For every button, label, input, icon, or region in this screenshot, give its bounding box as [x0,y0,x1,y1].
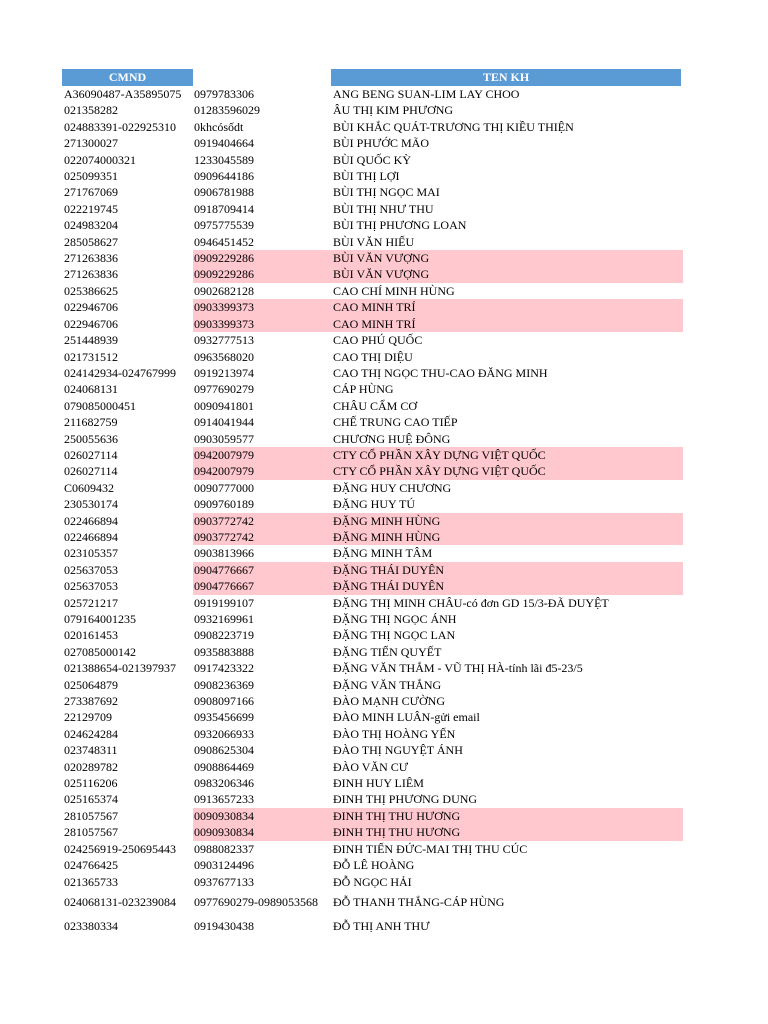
table-row [62,513,682,529]
name-cell[interactable]: ĐỖ NGỌC HẢI [333,874,412,889]
table-row [62,857,682,873]
cmnd-cell[interactable]: 021365733 [64,874,118,889]
name-cell[interactable]: ĐINH HUY LIÊM [333,776,424,791]
phone-cell[interactable]: 0946451452 [194,234,254,249]
phone-cell[interactable]: 0903124496 [194,858,254,873]
name-cell[interactable]: CTY CỔ PHẦN XÂY DỰNG VIỆT QUỐC [331,463,683,479]
cmnd-cell[interactable]: 025099351 [64,169,118,184]
name-cell[interactable]: CHẾ TRUNG CAO TIẾP [333,415,458,430]
cmnd-cell[interactable]: 273387692 [64,694,118,709]
table-row [62,119,682,135]
table-row [62,299,682,315]
phone-cell[interactable]: 0935883888 [194,644,254,659]
table-row [62,381,682,397]
name-cell[interactable]: ĐINH TIẾN ĐỨC-MAI THỊ THU CÚC [333,841,528,856]
phone-cell[interactable]: 0903059577 [194,431,254,446]
table-row [62,431,682,447]
phone-cell[interactable]: 0908625304 [194,743,254,758]
phone-cell[interactable]: 1233045589 [194,152,254,167]
phone-cell[interactable]: 0932066933 [194,726,254,741]
cmnd-cell[interactable]: 024983204 [64,218,118,233]
table-row [62,709,682,725]
cmnd-cell[interactable]: 023105357 [64,546,118,561]
cmnd-cell[interactable]: 025386625 [64,283,118,298]
phone-cell[interactable]: 0904776667 [193,562,332,578]
phone-cell[interactable]: 0906781988 [194,185,254,200]
cmnd-cell[interactable]: 211682759 [64,415,118,430]
table-row [62,791,682,807]
table-row [62,332,682,348]
table-row [62,463,682,479]
table-row [62,168,682,184]
cmnd-cell[interactable]: 230530174 [64,497,118,512]
table-row [62,824,682,840]
cmnd-cell[interactable]: 021731512 [64,349,118,364]
name-cell[interactable]: ĐẶNG MINH HÙNG [331,513,683,529]
cmnd-cell[interactable]: 271263836 [64,267,118,282]
cmnd-cell[interactable]: 027085000142 [64,644,136,659]
phone-cell[interactable]: 0903813966 [194,546,254,561]
cmnd-cell[interactable]: 024766425 [64,858,118,873]
name-cell[interactable]: CTY CỔ PHẦN XÂY DỰNG VIỆT QUỐC [331,447,683,463]
table-row [62,86,682,102]
cmnd-cell[interactable]: 022074000321 [64,152,136,167]
cmnd-cell[interactable]: 079085000451 [64,398,136,413]
name-cell[interactable]: ĐỖ LÊ HOÀNG [333,858,415,873]
table-row [62,874,682,890]
table-row [62,250,682,266]
phone-cell[interactable]: 0917423322 [194,661,254,676]
table-row [62,365,682,381]
name-cell[interactable]: ĐẶNG THÁI DUYÊN [331,562,683,578]
cmnd-cell[interactable]: 021358282 [64,103,118,118]
table-row [62,496,682,512]
cmnd-cell[interactable]: A36090487-A35895075 [64,87,182,101]
cmnd-cell[interactable]: 024068131-023239084 [64,894,176,909]
table-row [62,726,682,742]
name-cell[interactable]: BÙI THỊ NGỌC MAI [333,185,440,200]
name-cell[interactable]: CAO PHÚ QUỐC [333,333,423,348]
table-row [62,660,682,676]
table-row [62,611,682,627]
name-cell[interactable]: BÙI KHẮC QUÁT-TRƯƠNG THỊ KIỀU THIỆN [333,119,574,134]
phone-cell[interactable]: 0908097166 [194,694,254,709]
cmnd-cell[interactable]: 020161453 [64,628,118,643]
cmnd-cell[interactable]: 025637053 [64,579,118,594]
phone-cell[interactable]: 01283596029 [194,103,260,118]
table-row [62,677,682,693]
phone-cell[interactable]: 0937677133 [194,874,254,889]
name-cell[interactable]: ĐÀO VĂN CƯ [333,759,409,774]
table-row [62,808,682,824]
table-row [62,135,682,151]
phone-cell[interactable]: 0942007979 [193,447,332,463]
phone-cell[interactable]: 0909644186 [194,169,254,184]
phone-cell[interactable]: 0977690279 [194,382,254,397]
phone-cell[interactable]: 0932169961 [194,612,254,626]
table-row [62,414,682,430]
name-cell[interactable]: ĐẶNG VĂN THẮM - VŨ THỊ HÀ-tính lãi đ5-23/5 [333,661,583,676]
cmnd-cell[interactable]: 285058627 [64,234,118,249]
table-row [62,152,682,168]
phone-cell[interactable]: 0909760189 [194,497,254,512]
table-row [62,480,682,496]
cmnd-cell[interactable]: 025637053 [64,562,118,577]
name-cell[interactable]: ĐÀO THỊ HOÀNG YẾN [333,726,456,741]
phone-cell[interactable]: 0942007979 [193,463,332,479]
table-row [62,398,682,414]
phone-cell[interactable]: 0963568020 [194,349,254,364]
name-cell[interactable]: BÙI THỊ NHƯ THU [333,201,434,216]
name-cell[interactable]: BÙI QUỐC KỲ [333,152,411,167]
name-cell[interactable]: ĐINH THỊ THU HƯƠNG [331,824,683,840]
cmnd-cell[interactable]: 023748311 [64,743,118,758]
name-cell[interactable]: ĐẶNG THÁI DUYÊN [331,578,683,594]
cmnd-cell[interactable]: 079164001235 [64,612,136,626]
phone-cell[interactable]: 0909229286 [193,266,332,282]
cmnd-cell[interactable]: 022466894 [64,513,118,528]
phone-cell[interactable]: 0919430438 [194,919,254,934]
table-row [62,775,682,791]
cmnd-cell[interactable]: 024624284 [64,726,118,741]
name-cell[interactable]: CHƯƠNG HUỆ ĐÔNG [333,431,451,446]
name-cell[interactable]: CHÂU CẨM CƠ [333,398,418,413]
table-row [62,102,682,118]
name-cell[interactable]: ĐẶNG HUY CHƯƠNG [333,480,452,495]
cmnd-cell[interactable]: 024068131 [64,382,118,397]
name-cell[interactable]: ĐẶNG MINH TÂM [333,546,433,561]
phone-cell[interactable]: 0khcósốdt [194,119,244,134]
phone-cell[interactable]: 0913657233 [194,792,254,807]
table-row [62,447,682,463]
phone-cell[interactable]: 0919404664 [194,136,254,151]
phone-cell[interactable]: 0988082337 [194,841,254,856]
table-row [62,644,682,660]
cmnd-cell[interactable]: 271263836 [64,251,118,266]
table-row [62,578,682,594]
name-cell[interactable]: CAO CHÍ MINH HÙNG [333,283,455,298]
cmnd-cell[interactable]: 281057567 [64,808,118,823]
cmnd-cell[interactable]: 250055636 [64,431,118,446]
name-cell[interactable]: BÙI PHƯỚC MÃO [333,136,429,151]
cmnd-cell[interactable]: 022466894 [64,529,118,544]
name-cell[interactable]: BÙI VĂN VƯỢNG [331,250,683,266]
column-header-ten-kh[interactable]: TEN KH [331,69,681,86]
table-row [62,742,682,758]
cmnd-cell[interactable]: 025165374 [64,792,118,807]
phone-cell[interactable]: 0902682128 [194,283,254,298]
cmnd-cell[interactable]: 022219745 [64,201,118,216]
table-row [62,595,682,611]
column-header-cmnd[interactable]: CMND [62,69,193,86]
phone-cell[interactable]: 0975775539 [194,218,254,233]
phone-cell[interactable]: 0903399373 [193,299,332,315]
table-row [62,914,682,939]
name-cell[interactable]: ĐINH THỊ THU HƯƠNG [331,808,683,824]
cmnd-cell[interactable]: 22129709 [64,710,112,725]
phone-cell[interactable]: 0918709414 [194,201,254,216]
cmnd-cell[interactable]: 251448939 [64,333,118,348]
table-row [62,234,682,250]
name-cell[interactable]: BÙI VĂN VƯỢNG [331,266,683,282]
phone-cell[interactable]: 0919199107 [194,595,254,610]
name-cell[interactable]: CAO MINH TRÍ [331,316,683,332]
cmnd-cell[interactable]: 024142934-024767999 [64,365,176,380]
table-row [62,217,682,233]
name-cell[interactable]: CAO MINH TRÍ [331,299,683,315]
table-row [62,841,682,857]
cmnd-cell[interactable]: 020289782 [64,759,118,774]
phone-cell[interactable]: 0903772742 [193,529,332,545]
phone-cell[interactable]: 0932777513 [194,333,254,348]
name-cell[interactable]: ĐẶNG HUY TÚ [333,497,415,512]
cmnd-cell[interactable]: 025064879 [64,677,118,692]
name-cell[interactable]: BÙI VĂN HIẾU [333,234,415,249]
name-cell[interactable]: ĐẶNG MINH HÙNG [331,529,683,545]
name-cell[interactable]: ĐẶNG THỊ MINH CHÂU-có đơn GD 15/3-ĐÃ DUYỆT [333,595,609,610]
name-cell[interactable]: ÂU THỊ KIM PHƯƠNG [333,103,454,118]
phone-cell[interactable]: 0908864469 [194,759,254,774]
name-cell[interactable]: ĐÀO MINH LUÂN-gửi email [333,710,480,725]
name-cell[interactable]: ĐỖ THANH THẮNG-CÁP HÙNG [333,894,505,909]
name-cell[interactable]: ĐẶNG TIẾN QUYẾT [333,644,442,659]
name-cell[interactable]: BÙI THỊ LỢI [333,169,400,184]
phone-cell[interactable]: 0908223719 [194,628,254,643]
table-row [62,693,682,709]
table-row [62,529,682,545]
phone-cell[interactable]: 0977690279-0989053568 [194,894,318,909]
table-row [62,283,682,299]
table-row [62,627,682,643]
phone-cell[interactable]: 0909229286 [193,250,332,266]
cmnd-cell[interactable]: 022946706 [64,316,118,331]
cmnd-cell[interactable]: 281057567 [64,825,118,840]
phone-cell[interactable]: 0914041944 [194,415,254,430]
phone-cell[interactable]: 0908236369 [194,677,254,692]
cmnd-cell[interactable]: C0609432 [64,480,115,495]
cmnd-cell[interactable]: 024256919-250695443 [64,841,176,856]
cmnd-cell[interactable]: 024883391-022925310 [64,119,176,134]
table-row [62,890,682,915]
phone-cell[interactable]: 0090930834 [193,808,332,824]
phone-cell[interactable]: 0090941801 [194,398,254,413]
cmnd-cell[interactable]: 026027114 [64,447,118,462]
name-cell[interactable]: ĐINH THỊ PHƯƠNG DUNG [333,792,478,807]
phone-cell[interactable]: 0979783306 [194,87,254,101]
name-cell[interactable]: ĐẶNG VĂN THẮNG [333,677,442,692]
table-row [62,562,682,578]
phone-cell[interactable]: 0935456699 [194,710,254,725]
table-row [62,545,682,561]
table-body [62,86,682,939]
phone-cell[interactable]: 0904776667 [193,578,332,594]
name-cell[interactable]: CAO THỊ DIỆU [333,349,413,364]
table-row [62,759,682,775]
name-cell[interactable]: CAO THỊ NGỌC THU-CAO ĐĂNG MINH [333,365,548,380]
table-row [62,349,682,365]
phone-cell[interactable]: 0903772742 [193,513,332,529]
name-cell[interactable]: ANG BENG SUAN-LIM LAY CHOO [333,87,520,101]
cmnd-cell[interactable]: 022946706 [64,300,118,315]
name-cell[interactable]: ĐẶNG THỊ NGỌC ÁNH [333,612,457,626]
name-cell[interactable]: ĐÀO THỊ NGUYỆT ÁNH [333,743,463,758]
name-cell[interactable]: ĐÀO MẠNH CƯỜNG [333,694,445,709]
phone-cell[interactable]: 0090777000 [194,480,254,495]
phone-cell[interactable]: 0983206346 [194,776,254,791]
phone-cell[interactable]: 0903399373 [193,316,332,332]
table-row [62,201,682,217]
cmnd-cell[interactable]: 271767069 [64,185,118,200]
table-row [62,316,682,332]
cmnd-cell[interactable]: 271300027 [64,136,118,151]
name-cell[interactable]: ĐẶNG THỊ NGỌC LAN [333,628,456,643]
phone-cell[interactable]: 0090930834 [193,824,332,840]
name-cell[interactable]: BÙI THỊ PHƯƠNG LOAN [333,218,467,233]
name-cell[interactable]: ĐỖ THỊ ANH THƯ [333,919,430,934]
cmnd-cell[interactable]: 021388654-021397937 [64,661,176,676]
cmnd-cell[interactable]: 025721217 [64,595,118,610]
table-row [62,184,682,200]
phone-cell[interactable]: 0919213974 [194,365,254,380]
name-cell[interactable]: CÁP HÙNG [333,382,394,397]
cmnd-cell[interactable]: 025116206 [64,776,118,791]
cmnd-cell[interactable]: 026027114 [64,464,118,479]
cmnd-cell[interactable]: 023380334 [64,919,118,934]
table-row [62,266,682,282]
